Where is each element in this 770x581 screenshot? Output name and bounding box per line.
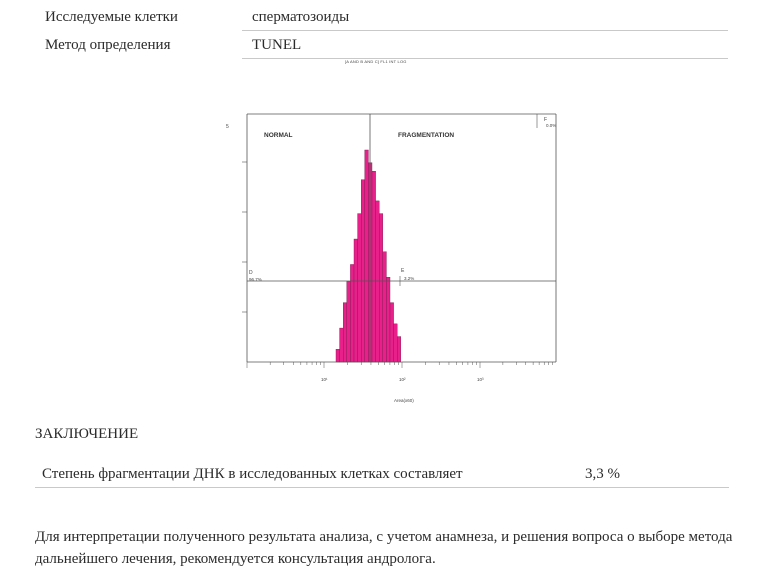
cells-label: Исследуемые клетки xyxy=(45,9,178,25)
recommendation-text: Для интерпретации полученного результата анализа, с учетом анамнеза, и решения вопроса о выборе метода дальнейшего лечения, рекомендуется консультация андролога. xyxy=(35,529,733,567)
histogram-bar xyxy=(379,214,383,362)
gate-d-label: D xyxy=(249,270,253,276)
histogram-bar xyxy=(350,264,354,362)
gate-e-label: E xyxy=(401,268,405,274)
region-normal-label: NORMAL xyxy=(264,132,293,139)
histogram-bar xyxy=(336,349,340,362)
x-tick-label: 10³ xyxy=(477,377,484,382)
gate-e-percent: 3.2% xyxy=(404,276,415,281)
gate-f-percent: 0.0% xyxy=(546,123,557,128)
region-fragmentation-label: FRAGMENTATION xyxy=(398,132,455,139)
histogram-bar xyxy=(354,239,358,362)
histogram-bars xyxy=(336,150,401,362)
x-ticks xyxy=(247,362,553,368)
gate-f-label: F xyxy=(544,117,548,123)
fragmentation-value: 3,3 % xyxy=(585,466,620,482)
cells-value: сперматозоиды xyxy=(252,9,350,25)
histogram-bar xyxy=(365,150,369,362)
histogram-bar xyxy=(340,328,344,362)
histogram-bar xyxy=(343,303,347,362)
histogram-bar xyxy=(372,171,376,362)
histogram-bar xyxy=(347,281,351,362)
x-tick-label: 10² xyxy=(399,377,406,382)
chart-title: [A AND B AND C] FL1 INT LOG xyxy=(345,59,407,64)
divider xyxy=(35,487,729,488)
histogram-bar xyxy=(394,324,398,362)
y-axis-label: 5 xyxy=(226,124,229,130)
method-label: Метод определения xyxy=(45,37,171,53)
histogram-bar xyxy=(361,180,365,362)
histogram-bar xyxy=(397,337,401,362)
histogram-bar xyxy=(376,201,380,362)
histogram-bar xyxy=(358,214,362,362)
fragmentation-label: Степень фрагментации ДНК в исследованных клетках составляет xyxy=(42,466,463,482)
histogram-bar xyxy=(390,303,394,362)
x-tick-label: 10¹ xyxy=(321,377,328,382)
conclusion-heading: ЗАКЛЮЧЕНИЕ xyxy=(35,426,139,442)
gate-d-percent: 96.7% xyxy=(249,277,262,282)
histogram-bar xyxy=(383,252,387,362)
x-axis-label: Area(x60) xyxy=(394,398,414,403)
histogram-bar xyxy=(386,277,390,362)
method-value: TUNEL xyxy=(252,37,302,53)
